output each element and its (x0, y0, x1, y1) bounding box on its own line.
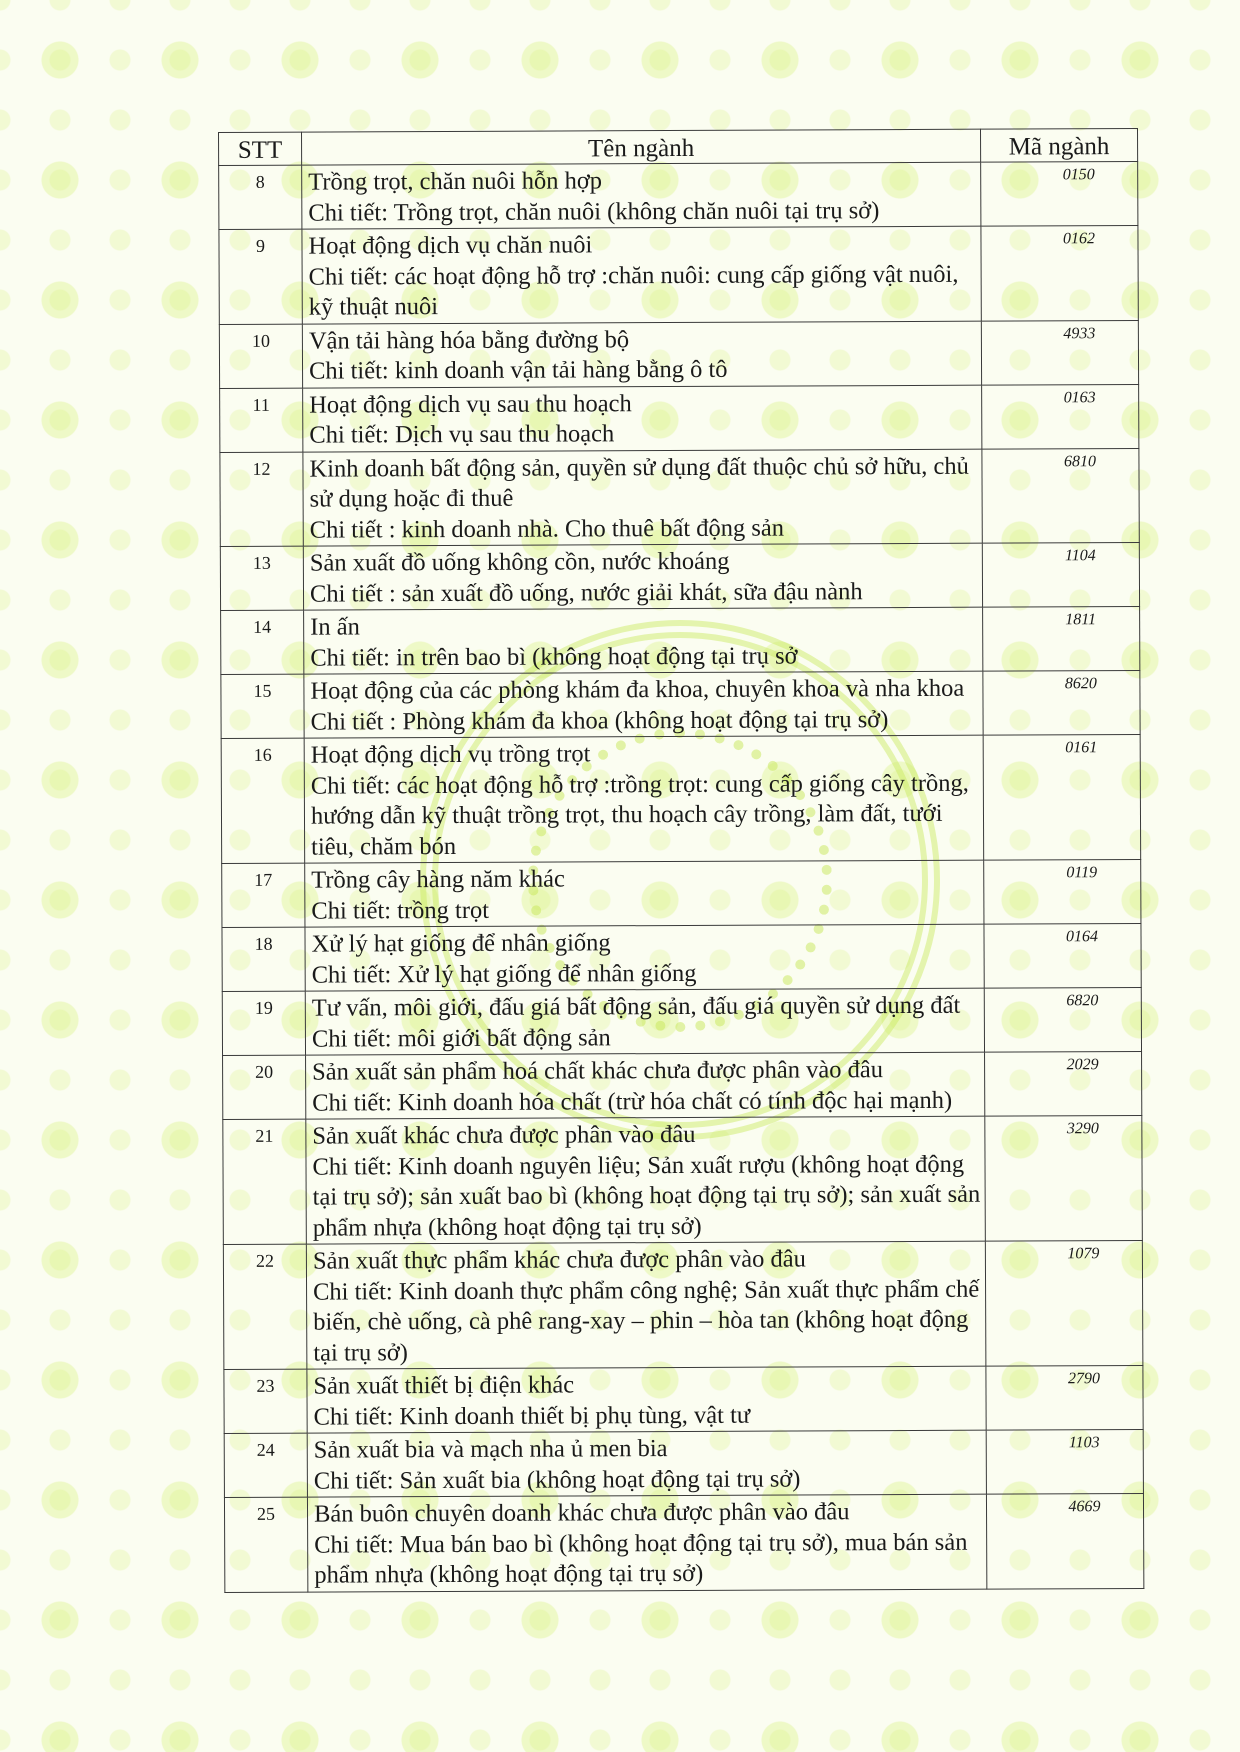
row-detail: Chi tiết: kinh doanh vận tải hàng bằng ô tô (308, 355, 728, 385)
row-stt: 14 (221, 610, 304, 674)
row-name-cell (303, 543, 982, 610)
header-code: Mã ngành (980, 128, 1137, 162)
row-name: Trồng cây hàng năm khác (311, 865, 565, 894)
row-stt: 9 (219, 229, 302, 324)
row-code: 0161 (983, 734, 1141, 860)
row-detail: Chi tiết: Kinh doanh hóa chất (trừ hóa chất có tính độc hại mạnh) (312, 1086, 953, 1117)
row-detail: Chi tiết: Kinh doanh nguyên liệu; Sản xuất rượu (không hoạt động tại trụ sở); sản xuất bao bì (không hoạt động tại trụ sở); sản xuất sản phẩm nhựa (không hoạt động tại trụ sở) (312, 1150, 981, 1242)
header-name: Tên ngành (302, 129, 981, 165)
row-stt: 25 (224, 1497, 307, 1592)
row-detail: Chi tiết : sản xuất đồ uống, nước giải khát, sữa đậu nành (309, 577, 863, 608)
row-name: Trồng trọt, chăn nuôi hỗn hợp (308, 167, 603, 196)
row-stt: 10 (219, 324, 302, 388)
row-name: Sản xuất khác chưa được phân vào đâu (312, 1120, 696, 1150)
row-name: Sản xuất bia và mạch nha ủ men bia (313, 1435, 668, 1464)
row-stt: 11 (220, 388, 303, 452)
row-detail: Chi tiết: Sản xuất bia (không hoạt động tại trụ sở) (313, 1464, 801, 1495)
row-name: Hoạt động của các phòng khám đa khoa, chuyên khoa và nha khoa (310, 674, 965, 705)
table-row (222, 987, 1141, 1055)
row-stt: 20 (223, 1055, 306, 1119)
row-stt: 8 (219, 165, 302, 229)
table-row (221, 670, 1140, 738)
row-stt: 17 (222, 863, 305, 927)
table-row (224, 1493, 1143, 1592)
row-detail: Chi tiết : Phòng khám đa khoa (không hoạt động tại trụ sở) (310, 705, 889, 736)
row-code: 0163 (982, 384, 1139, 449)
row-name-cell (306, 1116, 986, 1244)
row-code: 0162 (981, 225, 1138, 320)
row-name-cell (303, 385, 982, 452)
row-stt: 15 (221, 674, 304, 738)
row-code: 6810 (982, 448, 1139, 543)
row-detail: Chi tiết: Kinh doanh thiết bị phụ tùng, vật tư (313, 1401, 751, 1431)
row-stt: 12 (220, 452, 303, 547)
row-detail: Chi tiết: môi giới bất động sản (311, 1023, 611, 1053)
row-stt: 13 (220, 546, 303, 610)
row-name-cell (307, 1430, 986, 1497)
row-name: Sản xuất thực phẩm khác chưa được phân vào đâu (312, 1245, 806, 1275)
row-name: Bán buôn chuyên doanh khác chưa được phân vào đâu (313, 1498, 850, 1528)
row-code: 4933 (981, 320, 1138, 385)
row-stt: 19 (222, 991, 305, 1055)
row-name: Hoạt động dịch vụ sau thu hoạch (309, 389, 632, 419)
row-code: 8620 (983, 670, 1140, 735)
row-detail: Chi tiết : kinh doanh nhà. Cho thuê bất động sản (309, 514, 785, 544)
row-detail: Chi tiết: Xử lý hạt giống để nhân giống (311, 959, 697, 989)
table-row (224, 1365, 1143, 1433)
row-name-cell (306, 1241, 986, 1369)
table-row (220, 448, 1139, 547)
row-detail: Chi tiết: Trồng trọt, chăn nuôi (không chăn nuôi tại trụ sở) (308, 196, 880, 227)
row-stt: 18 (222, 927, 305, 991)
row-name: Sản xuất sản phẩm hoá chất khác chưa được phân vào đâu (312, 1056, 884, 1086)
table-body (219, 161, 1144, 1591)
row-code: 4669 (986, 1493, 1143, 1588)
row-code: 0164 (984, 923, 1141, 988)
row-code: 1079 (985, 1240, 1143, 1366)
row-name: Vận tải hàng hóa bằng đường bộ (308, 325, 630, 355)
table-row (221, 606, 1140, 674)
row-name-cell (305, 860, 984, 927)
row-stt: 16 (221, 738, 305, 863)
row-name: Hoạt động dịch vụ chăn nuôi (308, 231, 593, 260)
row-name: Hoạt động dịch vụ trồng trọt (310, 740, 591, 769)
row-name-cell (304, 671, 983, 738)
row-name-cell (304, 735, 984, 863)
row-code: 0119 (984, 859, 1141, 924)
row-name-cell (302, 226, 981, 323)
row-name-cell (305, 988, 984, 1055)
row-detail: Chi tiết: in trên bao bì (không hoạt động tại trụ sở (310, 641, 798, 672)
table-row (219, 225, 1138, 324)
row-name-cell (302, 321, 981, 388)
row-name-cell (306, 1052, 985, 1119)
row-name-cell (307, 1366, 986, 1433)
table-row (223, 1115, 1143, 1244)
row-stt: 23 (224, 1369, 307, 1433)
row-code: 0150 (981, 161, 1138, 226)
header-stt: STT (219, 132, 302, 165)
table-row (224, 1429, 1143, 1497)
row-code: 2029 (985, 1051, 1142, 1116)
row-code: 6820 (984, 987, 1141, 1052)
table-row (223, 1240, 1143, 1369)
row-name: Sản xuất đồ uống không cồn, nước khoáng (309, 547, 730, 577)
row-detail: Chi tiết: Dịch vụ sau thu hoạch (309, 420, 615, 449)
row-code: 3290 (985, 1115, 1143, 1241)
table-row (222, 923, 1141, 991)
table-row (220, 542, 1139, 610)
table-row (223, 1051, 1142, 1119)
row-code: 2790 (986, 1365, 1143, 1430)
row-detail: Chi tiết: các hoạt động hỗ trợ :trồng trọt: cung cấp giống cây trồng, hướng dẫn kỹ thuật trồng trọt, thu hoạch cây trồng, làm đất, tưới tiêu, chăm bón (310, 769, 969, 861)
table-row (222, 859, 1141, 927)
row-code: 1811 (983, 606, 1140, 671)
row-name: Xử lý hạt giống để nhân giống (311, 929, 611, 958)
row-name-cell (304, 607, 983, 674)
row-stt: 24 (224, 1433, 307, 1497)
row-name: Sản xuất thiết bị điện khác (313, 1371, 575, 1400)
row-name: Kinh doanh bất động sản, quyền sử dụng đất thuộc chủ sở hữu, chủ sử dụng hoặc đi thuê (309, 452, 969, 513)
row-detail: Chi tiết: trồng trọt (311, 896, 490, 925)
row-code: 1103 (986, 1429, 1143, 1494)
row-name-cell (303, 449, 982, 546)
row-name: Tư vấn, môi giới, đấu giá bất động sản, đấu giá quyền sử dụng đất (311, 991, 961, 1022)
row-stt: 22 (223, 1244, 307, 1369)
row-code: 1104 (982, 542, 1139, 607)
table-row (220, 384, 1139, 452)
table-row (219, 161, 1138, 229)
row-stt: 21 (223, 1119, 307, 1244)
table-header-row (219, 128, 1138, 165)
row-detail: Chi tiết: Mua bán bao bì (không hoạt động tại trụ sở), mua bán sản phẩm nhựa (không hoạt động tại trụ sở) (314, 1528, 968, 1589)
table-row (221, 734, 1141, 863)
table-row (219, 320, 1138, 388)
business-lines-table (218, 128, 1144, 1593)
row-detail: Chi tiết: Kinh doanh thực phẩm công nghệ; Sản xuất thực phẩm chế biến, chè uống, cà phê rang-xay – phin – hòa tan (không hoạt động tại trụ sở) (313, 1275, 980, 1367)
row-name-cell (305, 924, 984, 991)
row-name: In ấn (310, 613, 360, 641)
row-detail: Chi tiết: các hoạt động hỗ trợ :chăn nuôi: cung cấp giống vật nuôi, kỹ thuật nuôi (308, 260, 959, 321)
row-name-cell (307, 1494, 986, 1591)
row-name-cell (302, 162, 981, 229)
